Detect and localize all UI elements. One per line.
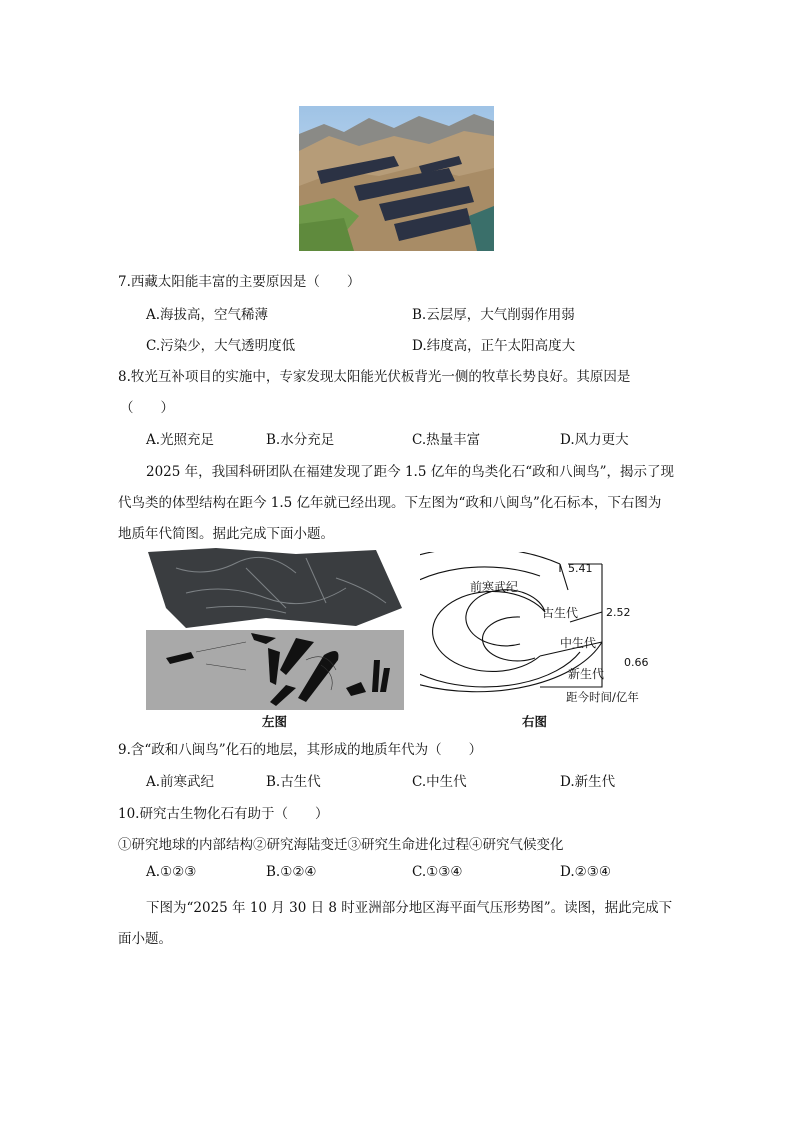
q7-option-d[interactable]: D.纬度高，正午太阳高度大 [412,338,576,354]
q9-option-d[interactable]: D.新生代 [560,774,616,790]
solar-farm-photo [299,106,494,251]
era-mesozoic: 中生代 [560,636,597,650]
q7-option-c[interactable]: C.污染少，大气透明度低 [146,338,296,354]
q9-option-a[interactable]: A.前寒武纪 [146,774,215,790]
q10-option-c[interactable]: C.①③④ [412,864,463,880]
q8-stem: 8.牧光互补项目的实施中，专家发现太阳能光伏板背光一侧的牧草长势良好。其原因是 [118,369,631,385]
axis-label: 距今时间/亿年 [566,690,639,704]
intro2-line2: 代鸟类的体型结构在距今 1.5 亿年就已经出现。下左图为“政和八闽鸟”化石标本，下右图为 [118,495,662,511]
q9-option-c[interactable]: C.中生代 [412,774,467,790]
intro3-line1: 下图为“2025 年 10 月 30 日 8 时亚洲部分地区海平面气压形势图”。读图，据此完成下 [146,900,673,916]
tick-252: 2.52 [606,606,631,619]
q7-option-a[interactable]: A.海拔高，空气稀薄 [146,307,269,323]
era-paleozoic: 古生代 [542,606,579,620]
fossil-photo [146,548,404,630]
q8-option-b[interactable]: B.水分充足 [266,432,335,448]
q10-option-b[interactable]: B.①②④ [266,864,317,880]
q8-paren: （ ） [120,400,174,416]
q8-option-a[interactable]: A.光照充足 [146,432,215,448]
right-figure-caption: 右图 [522,714,548,729]
era-precambrian: 前寒武纪 [470,580,519,594]
q7-option-b[interactable]: B.云层厚，大气削弱作用弱 [412,307,575,323]
intro3-line2: 面小题。 [118,931,172,947]
q8-option-c[interactable]: C.热量丰富 [412,432,481,448]
q10-option-d[interactable]: D.②③④ [560,864,611,880]
q10-items: ①研究地球的内部结构②研究海陆变迁③研究生命进化过程④研究气候变化 [118,837,564,853]
q8-option-d[interactable]: D.风力更大 [560,432,629,448]
q10-option-a[interactable]: A.①②③ [146,864,197,880]
q9-option-b[interactable]: B.古生代 [266,774,321,790]
left-figure-caption: 左图 [262,714,288,729]
tick-541: 5.41 [568,562,593,575]
q9-stem: 9.含“政和八闽鸟”化石的地层，其形成的地质年代为（ ） [118,742,483,758]
intro2-line3: 地质年代简图。据此完成下面小题。 [118,526,334,542]
intro2-line1: 2025 年，我国科研团队在福建发现了距今 1.5 亿年的鸟类化石“政和八闽鸟”，揭示了现 [146,464,675,480]
tick-066: 0.66 [624,656,649,669]
q10-stem: 10.研究古生物化石有助于（ ） [118,806,329,822]
era-cenozoic: 新生代 [568,667,605,681]
q7-stem: 7.西藏太阳能丰富的主要原因是（ ） [118,274,361,290]
geologic-time-spiral [420,552,660,712]
fossil-drawing [146,630,404,710]
